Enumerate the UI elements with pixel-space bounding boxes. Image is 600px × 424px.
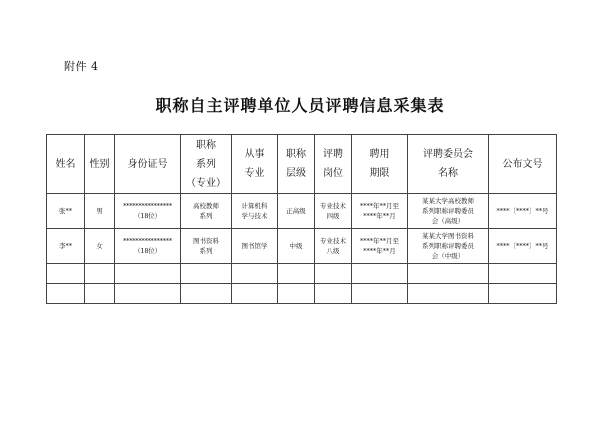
cell-post: 专业技术 四级 xyxy=(315,194,352,229)
cell-id-number: **************** （18位） xyxy=(115,194,181,229)
cell-term: ****年**月至 ****年**月 xyxy=(352,229,408,264)
empty-table-row xyxy=(47,284,557,304)
cell-title-level: 中级 xyxy=(278,229,315,264)
table-header-row xyxy=(47,135,557,194)
table-row xyxy=(47,194,557,229)
cell-name: 李** xyxy=(47,229,85,264)
header-title-level: 职称 层级 xyxy=(278,135,315,194)
cell-committee: 某某大学高校教师 系列职称评聘委员 会（高级） xyxy=(408,194,489,229)
cell-committee: 某某大学图书资料 系列职称评聘委员 会（中级） xyxy=(408,229,489,264)
cell-title-series: 高校教师 系列 xyxy=(181,194,232,229)
header-name: 姓名 xyxy=(47,135,85,194)
header-term: 聘用 期限 xyxy=(352,135,408,194)
cell-gender: 女 xyxy=(85,229,115,264)
cell-name: 张** xyxy=(47,194,85,229)
header-post: 评聘 岗位 xyxy=(315,135,352,194)
cell-doc-number: ****〔****〕**号 xyxy=(489,194,557,229)
header-id-number: 身份证号 xyxy=(115,135,181,194)
page-title: 职称自主评聘单位人员评聘信息采集表 xyxy=(155,96,445,115)
table-row xyxy=(47,229,557,264)
header-specialty: 从事 专业 xyxy=(232,135,278,194)
header-doc-number: 公布文号 xyxy=(489,135,557,194)
cell-title-level: 正高级 xyxy=(278,194,315,229)
header-title-series: 职称 系列 （专业） xyxy=(181,135,232,194)
attachment-label: 附件 4 xyxy=(64,60,99,73)
cell-specialty: 图书馆学 xyxy=(232,229,278,264)
header-committee: 评聘委员会 名称 xyxy=(408,135,489,194)
cell-id-number: **************** （18位） xyxy=(115,229,181,264)
cell-gender: 男 xyxy=(85,194,115,229)
cell-term: ****年**月至 ****年**月 xyxy=(352,194,408,229)
cell-doc-number: ****〔****〕**号 xyxy=(489,229,557,264)
empty-table-row xyxy=(47,264,557,284)
cell-title-series: 图书资料 系列 xyxy=(181,229,232,264)
cell-post: 专业技术 八级 xyxy=(315,229,352,264)
header-gender: 性别 xyxy=(85,135,115,194)
cell-specialty: 计算机科 学与技术 xyxy=(232,194,278,229)
info-collection-table xyxy=(46,134,557,304)
